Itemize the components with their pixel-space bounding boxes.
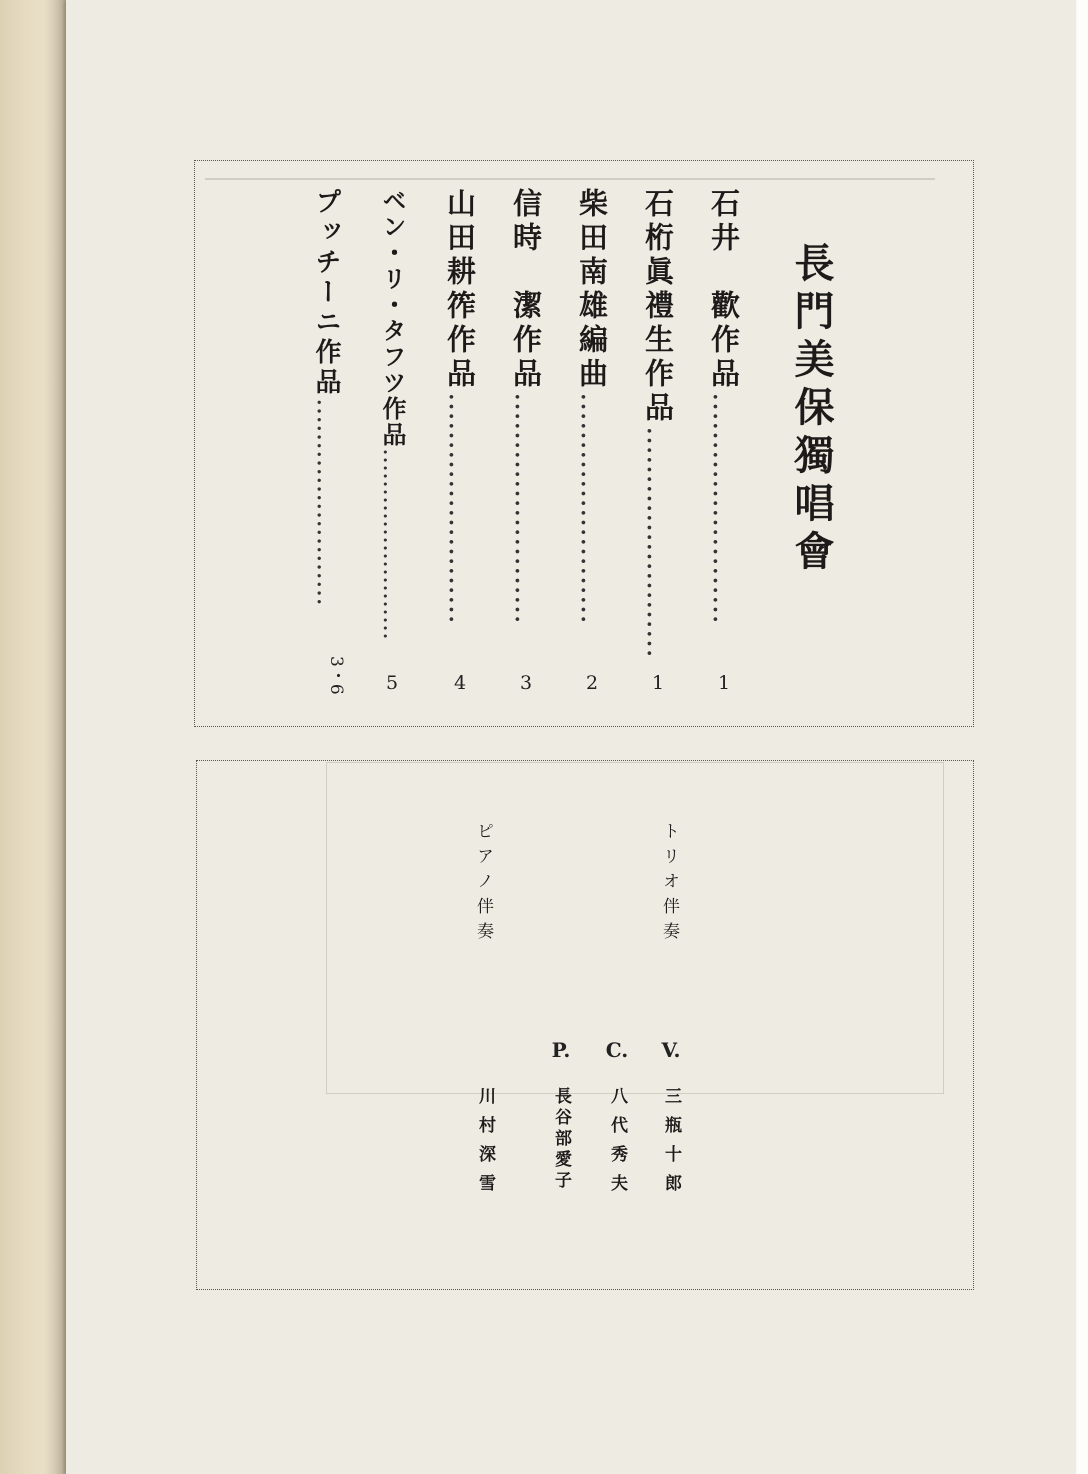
program-item-page: 1 [717,672,731,694]
dot-leader: …………………… [378,448,406,640]
program-item-7 [306,188,346,688]
bleed-through-frame [326,762,944,1094]
program-item-page: 3・6 [326,655,346,695]
cello-abbrev: C. [605,1038,629,1062]
program-item-label: プッチーニ作品 [311,188,341,398]
program-item-4 [506,188,546,688]
program-item-5 [440,188,480,688]
program-item-page: 2 [585,672,599,694]
performer-cello: 八代秀夫 [607,1087,627,1203]
trio-accompaniment-label: トリオ伴奏 [659,822,679,947]
dot-leader: …………………… [443,392,477,624]
dot-leader: …………………… [575,392,609,624]
program-item-label: 石井 歡作品 [707,188,741,392]
piano-abbrev: P. [551,1038,571,1062]
dot-leader: …………………… [311,398,341,606]
program-item-1 [704,188,744,688]
performer-trio-piano: 長谷部愛子 [551,1087,571,1192]
program-item-6 [372,188,412,688]
piano-accompaniment-label: ピアノ伴奏 [473,822,493,947]
program-item-3 [572,188,612,688]
dot-leader: …………………… [707,392,741,624]
program-item-page: 1 [651,672,665,694]
program-item-page: 4 [453,672,467,694]
dot-leader: …………………… [509,392,543,624]
performer-violin: 三瓶十郎 [661,1087,681,1203]
bleed-through-line [205,178,935,180]
program-item-label: 山田耕筰作品 [443,188,477,392]
program-item-page: 5 [385,672,399,694]
program-item-2 [638,188,678,688]
program-item-label: 柴田南雄編曲 [575,188,609,392]
performer-piano: 川村深雪 [475,1087,495,1203]
program-item-label: 石桁眞禮生作品 [641,188,675,426]
violin-abbrev: V. [661,1038,681,1062]
concert-title: 長門美保獨唱會 [788,242,835,578]
program-item-page: 3 [519,672,533,694]
dot-leader: …………………… [641,426,675,658]
program-item-label: ベン・リ・タフツ作品 [378,188,407,448]
program-item-label: 信時 潔作品 [509,188,543,392]
